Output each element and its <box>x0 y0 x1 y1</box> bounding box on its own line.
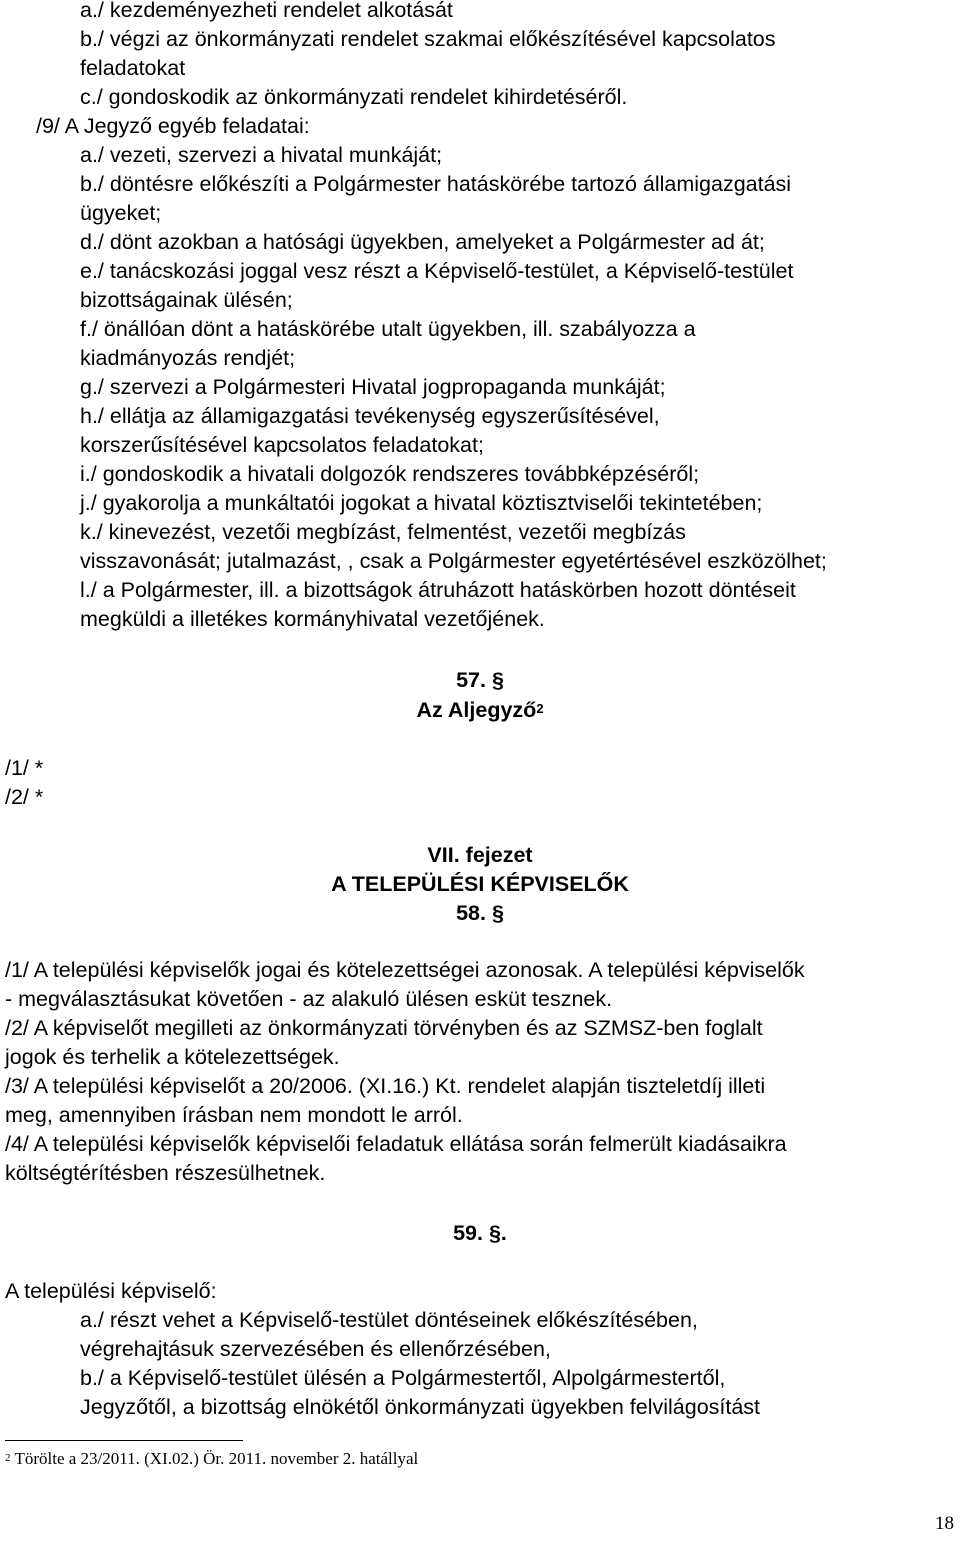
section-title-text: Az Aljegyző <box>416 698 537 722</box>
footnote-ref: 2 <box>536 701 544 716</box>
list-item: i./ gondoskodik a hivatali dolgozók rendszeres továbbképzéséről; <box>80 462 700 486</box>
list-item: korszerűsítésével kapcsolatos feladatokat; <box>80 433 484 457</box>
list-item: b./ a Képviselő-testület ülésén a Polgármestertől, Alpolgármestertől, <box>80 1366 726 1390</box>
list-item: b./ végzi az önkormányzati rendelet szakmai előkészítésével kapcsolatos <box>80 27 776 51</box>
paragraph-line: /1/ A települési képviselők jogai és kötelezettségei azonosak. A települési képviselők <box>5 958 805 982</box>
footnote <box>5 1448 418 1470</box>
list-item: /2/ * <box>5 785 44 809</box>
section-number: 57. § <box>456 668 504 692</box>
page-number: 18 <box>935 1513 954 1534</box>
list-item: h./ ellátja az államigazgatási tevékenység egyszerűsítésével, <box>80 404 660 428</box>
list-item: j./ gyakorolja a munkáltatói jogokat a hivatal köztisztviselői tekintetében; <box>80 491 763 515</box>
footnote-text: Törölte a 23/2011. (XI.02.) Ör. 2011. november 2. hatállyal <box>14 1449 419 1468</box>
list-item: Jegyzőtől, a bizottság elnökétől önkormányzati ügyekben felvilágosítást <box>80 1395 761 1419</box>
paragraph-line: meg, amennyiben írásban nem mondott le arról. <box>5 1103 463 1127</box>
section-number: 58. § <box>456 901 504 925</box>
paragraph-heading: A települési képviselő: <box>5 1279 217 1303</box>
paragraph-line: /2/ A képviselőt megilleti az önkormányzati törvényben és az SZMSZ-ben foglalt <box>5 1016 763 1040</box>
paragraph-heading: /9/ A Jegyző egyéb feladatai: <box>36 114 310 138</box>
list-item: l./ a Polgármester, ill. a bizottságok átruházott hatáskörben hozott döntéseit <box>80 578 796 602</box>
footnote-separator <box>5 1440 243 1441</box>
list-item: végrehajtásuk szervezésében és ellenőrzésében, <box>80 1337 551 1361</box>
paragraph-line: /4/ A települési képviselők képviselői feladatuk ellátása során felmerült kiadásaikra <box>5 1132 787 1156</box>
section-number: 59. §. <box>453 1221 507 1245</box>
list-item: kiadmányozás rendjét; <box>80 346 296 370</box>
list-item: g./ szervezi a Polgármesteri Hivatal jogpropaganda munkáját; <box>80 375 666 399</box>
list-item: /1/ * <box>5 756 44 780</box>
list-item: feladatokat <box>80 56 186 80</box>
paragraph-line: jogok és terhelik a kötelezettségek. <box>5 1045 340 1069</box>
list-item: e./ tanácskozási joggal vesz részt a Képviselő-testület, a Képviselő-testület <box>80 259 794 283</box>
list-item: a./ részt vehet a Képviselő-testület döntéseinek előkészítésében, <box>80 1308 698 1332</box>
paragraph-line: - megválasztásukat követően - az alakuló ülésen esküt tesznek. <box>5 987 613 1011</box>
list-item: visszavonását; jutalmazást, , csak a Polgármester egyetértésével eszközölhet; <box>80 549 827 573</box>
footnote-number: 2 <box>5 1452 11 1464</box>
list-item: b./ döntésre előkészíti a Polgármester hatáskörébe tartozó államigazgatási <box>80 172 792 196</box>
list-item: a./ vezeti, szervezi a hivatal munkáját; <box>80 143 443 167</box>
chapter-number: VII. fejezet <box>427 843 533 867</box>
list-item: bizottságainak ülésén; <box>80 288 293 312</box>
list-item: d./ dönt azokban a hatósági ügyekben, amelyeket a Polgármester ad át; <box>80 230 765 254</box>
list-item: k./ kinevezést, vezetői megbízást, felmentést, vezetői megbízás <box>80 520 686 544</box>
list-item: f./ önállóan dönt a hatáskörébe utalt ügyekben, ill. szabályozza a <box>80 317 696 341</box>
paragraph-line: /3/ A települési képviselőt a 20/2006. (XI.16.) Kt. rendelet alapján tiszteletdíj illeti <box>5 1074 766 1098</box>
chapter-title: A TELEPÜLÉSI KÉPVISELŐK <box>331 872 629 896</box>
list-item: a./ kezdeményezheti rendelet alkotását <box>80 0 453 22</box>
list-item: ügyeket; <box>80 201 162 225</box>
list-item: c./ gondoskodik az önkormányzati rendelet kihirdetéséről. <box>80 85 628 109</box>
section-title <box>0 696 960 725</box>
paragraph-line: költségtérítésben részesülhetnek. <box>5 1161 326 1185</box>
list-item: megküldi a illetékes kormányhivatal vezetőjének. <box>80 607 545 631</box>
